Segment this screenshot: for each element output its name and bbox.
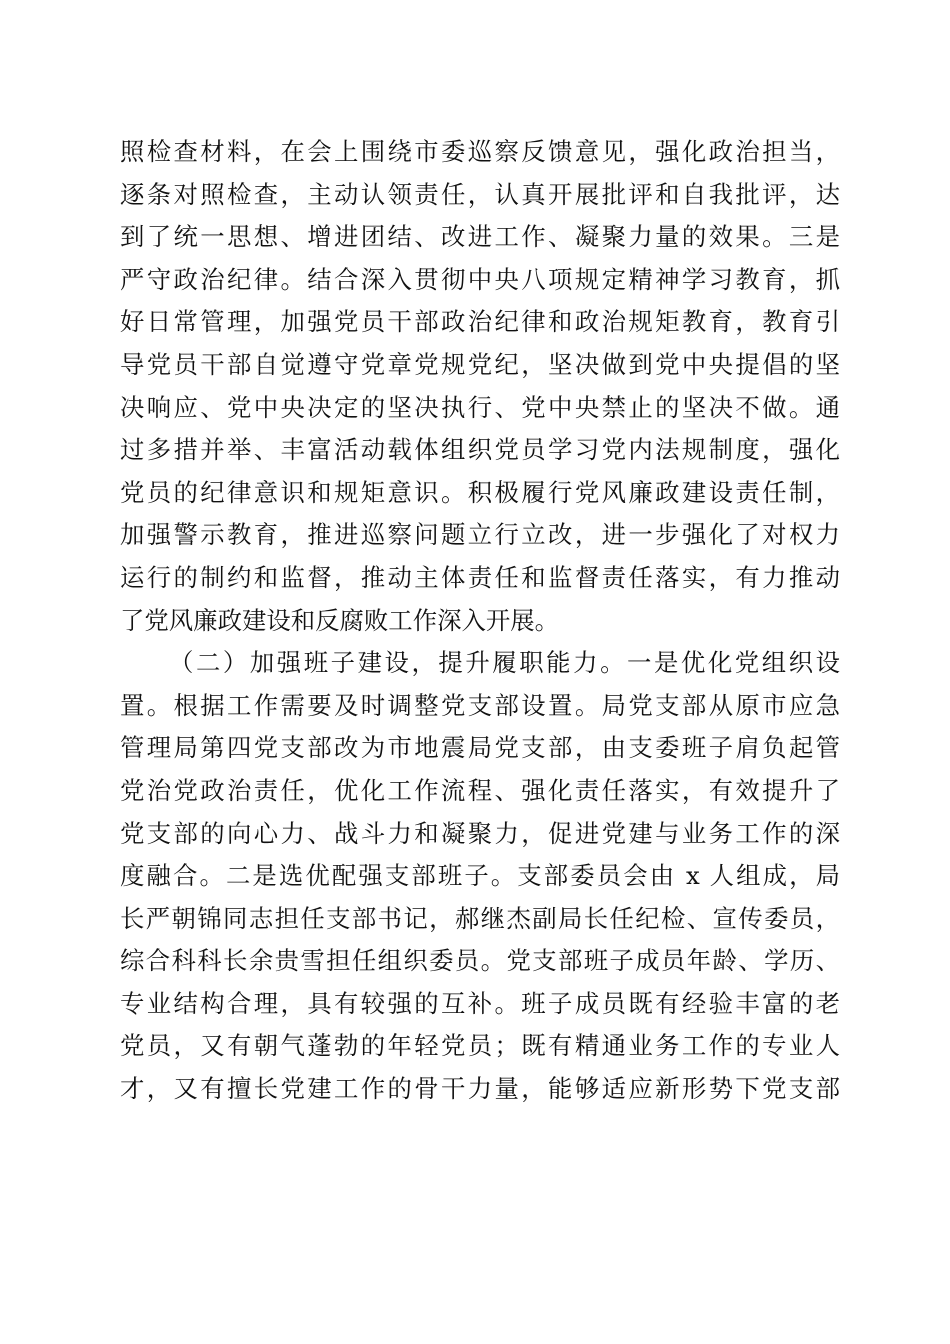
text-line: 度融合。二是选优配强支部班子。支部委员会由 x 人组成，局: [120, 861, 840, 891]
text-line: 专业结构合理，具有较强的互补。班子成员既有经验丰富的老: [120, 988, 840, 1018]
text-line: 决响应、党中央决定的坚决执行、党中央禁止的坚决不做。通: [120, 392, 840, 422]
text-line: 导党员干部自觉遵守党章党规党纪，坚决做到党中央提倡的坚: [120, 349, 840, 379]
text-line: 到了统一思想、增进团结、改进工作、凝聚力量的效果。三是: [120, 222, 840, 252]
text-line: 逐条对照检查，主动认领责任，认真开展批评和自我批评，达: [120, 179, 840, 209]
text-line: 过多措并举、丰富活动载体组织党员学习党内法规制度，强化: [120, 435, 840, 465]
text-line: 加强警示教育，推进巡察问题立行立改，进一步强化了对权力: [120, 520, 840, 550]
section-heading-line: （二）加强班子建设，提升履职能力。一是优化党组织设: [169, 648, 840, 678]
text-line: 照检查材料，在会上围绕市委巡察反馈意见，强化政治担当，: [120, 137, 840, 166]
text-line: 严守政治纪律。结合深入贯彻中央八项规定精神学习教育，抓: [120, 264, 840, 294]
body-text: [120, 131, 840, 1111]
text-line: 综合科科长余贵雪担任组织委员。党支部班子成员年龄、学历、: [120, 946, 840, 976]
text-line: 党治党政治责任，优化工作流程、强化责任落实，有效提升了: [120, 775, 840, 805]
text-line: 好日常管理，加强党员干部政治纪律和政治规矩教育，教育引: [120, 307, 840, 337]
text-line: 长严朝锦同志担任支部书记，郝继杰副局长任纪检、宣传委员，: [120, 903, 840, 933]
text-line: 党员的纪律意识和规矩意识。积极履行党风廉政建设责任制，: [120, 477, 840, 507]
text-line: 运行的制约和监督，推动主体责任和监督责任落实，有力推动: [120, 562, 840, 592]
text-line: 置。根据工作需要及时调整党支部设置。局党支部从原市应急: [120, 690, 840, 720]
text-line: 才，又有擅长党建工作的骨干力量，能够适应新形势下党支部: [120, 1074, 840, 1104]
text-line: 党支部的向心力、战斗力和凝聚力，促进党建与业务工作的深: [120, 818, 840, 848]
text-line: 了党风廉政建设和反腐败工作深入开展。: [120, 605, 560, 635]
text-line: 党员，又有朝气蓬勃的年轻党员；既有精通业务工作的专业人: [120, 1031, 840, 1061]
text-line: 管理局第四党支部改为市地震局党支部，由支委班子肩负起管: [120, 733, 840, 763]
